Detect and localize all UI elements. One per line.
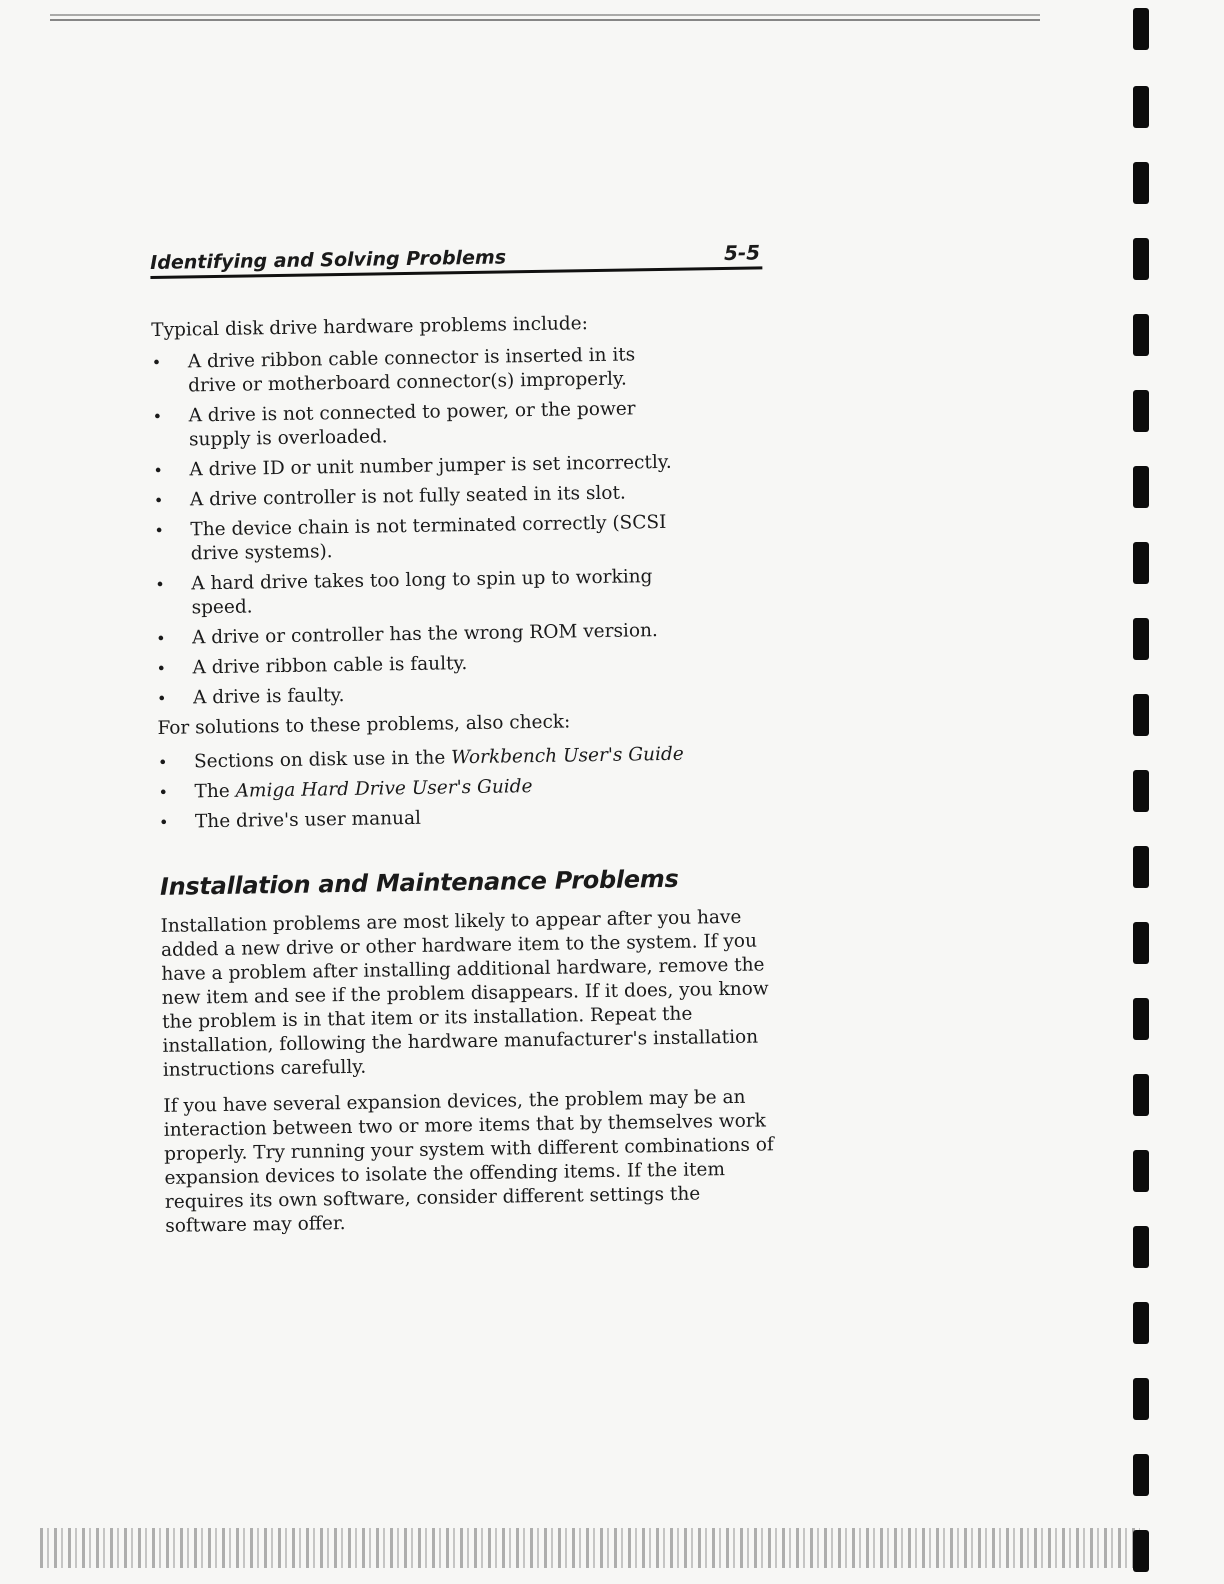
list-item bbox=[158, 743, 694, 775]
list-item: • A drive controller is not fully seated in its slot. bbox=[154, 481, 690, 513]
check-intro: For solutions to these problems, also check: bbox=[157, 711, 571, 739]
reference-prefix: The bbox=[194, 780, 236, 803]
list-item: • A drive is not connected to power, or the power supply is overloaded. bbox=[152, 397, 689, 453]
header-title: Identifying and Solving Problems bbox=[150, 246, 507, 274]
book-title: Workbench User's Guide bbox=[451, 743, 684, 769]
body-paragraph: Installation problems are most likely to appear after you have added a new drive or other hardware item to the system. If you have a problem after installing additional hardware, remove the new item and see if the problem disappears. If it does, you know the problem is in that item or its installation. Repeat the installation, following the hardware manufacturer's installation instructions carefully. bbox=[160, 906, 769, 1081]
list-item: • A drive is faulty. bbox=[157, 679, 693, 711]
references-list bbox=[158, 741, 789, 835]
problems-list bbox=[152, 341, 788, 711]
running-header bbox=[150, 240, 762, 279]
list-item: • The device chain is not terminated correctly (SCSI drive systems). bbox=[154, 511, 691, 567]
list-item: • A hard drive takes too long to spin up to working speed. bbox=[155, 565, 692, 621]
book-title: Amiga Hard Drive User's Guide bbox=[235, 776, 533, 802]
list-item bbox=[158, 773, 694, 805]
list-item: • A drive ID or unit number jumper is set incorrectly. bbox=[153, 451, 689, 483]
section-heading: Installation and Maintenance Problems bbox=[159, 864, 679, 901]
list-item: • The drive's user manual bbox=[159, 803, 695, 835]
reference-prefix: Sections on disk use in the bbox=[193, 747, 452, 773]
body-paragraph: If you have several expansion devices, the problem may be an interaction between two or more items that by themselves work properly. Try running your system with different combinations of expansion devices to isolate the offending items. If the item requires its own software, consider different settings the software may offer. bbox=[163, 1086, 774, 1237]
page-number: 5-5 bbox=[723, 240, 761, 265]
binder-holes bbox=[1133, 0, 1149, 1584]
problems-intro: Typical disk drive hardware problems include: bbox=[151, 313, 589, 341]
scan-edge-bottom bbox=[40, 1528, 1140, 1568]
list-item: • A drive ribbon cable connector is inserted in its drive or motherboard connector(s) improperly. bbox=[152, 343, 689, 399]
list-item: • A drive or controller has the wrong ROM version. bbox=[156, 619, 692, 651]
list-item: • A drive ribbon cable is faulty. bbox=[156, 649, 692, 681]
scan-edge-top bbox=[50, 6, 1040, 28]
manual-page bbox=[150, 240, 796, 1251]
